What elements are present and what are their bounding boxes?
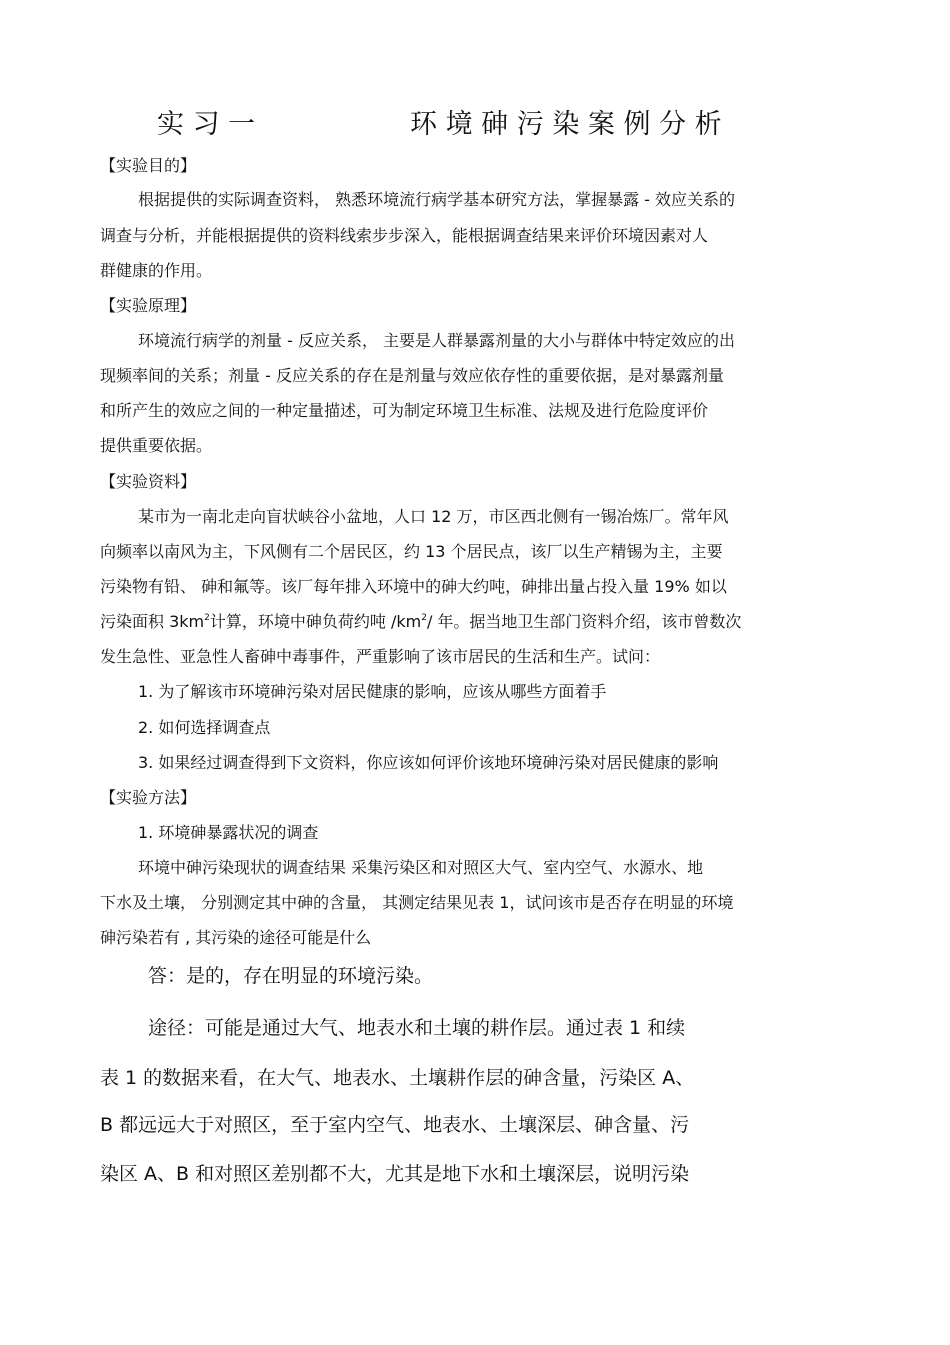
method-subheading: 1. 环境砷暴露状况的调查: [138, 823, 319, 842]
answer-line: 染区 A、B 和对照区差别都不大，尤其是地下水和土壤深层，说明污染: [100, 1163, 690, 1185]
section-heading-principle: 【实验原理】: [100, 296, 197, 315]
principle-line: 提供重要依据。: [100, 436, 213, 455]
question-item: 2. 如何选择调查点: [138, 718, 271, 737]
superscript: 2: [421, 613, 427, 623]
materials-line: 发生急性、亚急性人畜砷中毒事件，严重影响了该市居民的生活和生产。试问：: [100, 647, 661, 666]
question-item: 1. 为了解该市环境砷污染对居民健康的影响，应该从哪些方面着手: [138, 682, 607, 701]
section-heading-materials: 【实验资料】: [100, 472, 197, 491]
answer-line: B 都远远大于对照区，至于室内空气、地表水、土壤深层、砷含量、污: [100, 1114, 690, 1136]
materials-line: 向频率以南风为主，下风侧有二个居民区，约 13 个居民点，该厂以生产精锡为主，主要: [100, 542, 723, 561]
materials-line: 污染物有铅、 砷和氟等。该厂每年排入环境中的砷大约吨，砷排出量占投入量 19% 如以: [100, 577, 727, 596]
answer-line: 途径：可能是通过大气、地表水和土壤的耕作层。通过表 1 和续: [148, 1017, 686, 1039]
method-line: 砷污染若有 , 其污染的途径可能是什么: [100, 928, 372, 947]
purpose-line: 根据提供的实际调查资料， 熟悉环境流行病学基本研究方法，掌握暴露 - 效应关系的: [138, 190, 736, 209]
superscript: 2: [204, 613, 210, 623]
method-line: 下水及土壤， 分别测定其中砷的含量， 其测定结果见表 1，试问该市是否存在明显的环境: [100, 893, 734, 912]
answer-line: 表 1 的数据来看，在大气、地表水、土壤耕作层的砷含量，污染区 A、: [100, 1067, 695, 1089]
principle-line: 环境流行病学的剂量 - 反应关系， 主要是人群暴露剂量的大小与群体中特定效应的出: [138, 331, 736, 350]
answer-line: 答：是的，存在明显的环境污染。: [148, 965, 434, 987]
question-item: 3. 如果经过调查得到下文资料，你应该如何评价该地环境砷污染对居民健康的影响: [138, 753, 719, 772]
purpose-line: 调查与分析，并能根据提供的资料线索步步深入，能根据调查结果来评价环境因素对人: [100, 226, 709, 245]
doc-title-right: 环 境 砷 污 染 案 例 分 析: [410, 109, 722, 140]
materials-line-text: / 年。据当地卫生部门资料介绍，该市曾数次: [426, 612, 742, 631]
doc-title-left: 实 习 一: [157, 109, 256, 140]
principle-line: 和所产生的效应之间的一种定量描述，可为制定环境卫生标准、法规及进行危险度评价: [100, 401, 709, 420]
section-heading-purpose: 【实验目的】: [100, 156, 197, 175]
materials-line-text: 污染面积 3km: [100, 612, 205, 631]
principle-line: 现频率间的关系；剂量 - 反应关系的存在是剂量与效应依存性的重要依据，是对暴露剂量: [100, 366, 724, 385]
section-heading-method: 【实验方法】: [100, 788, 197, 807]
materials-line: 某市为一南北走向盲状峡谷小盆地，人口 12 万，市区西北侧有一锡冶炼厂。常年风: [138, 507, 729, 526]
purpose-line: 群健康的作用。: [100, 261, 213, 280]
method-line: 环境中砷污染现状的调查结果 采集污染区和对照区大气、室内空气、水源水、地: [138, 858, 704, 877]
materials-line: [100, 612, 741, 632]
materials-line-text: 计算，环境中砷负荷约吨 /km: [209, 612, 422, 631]
